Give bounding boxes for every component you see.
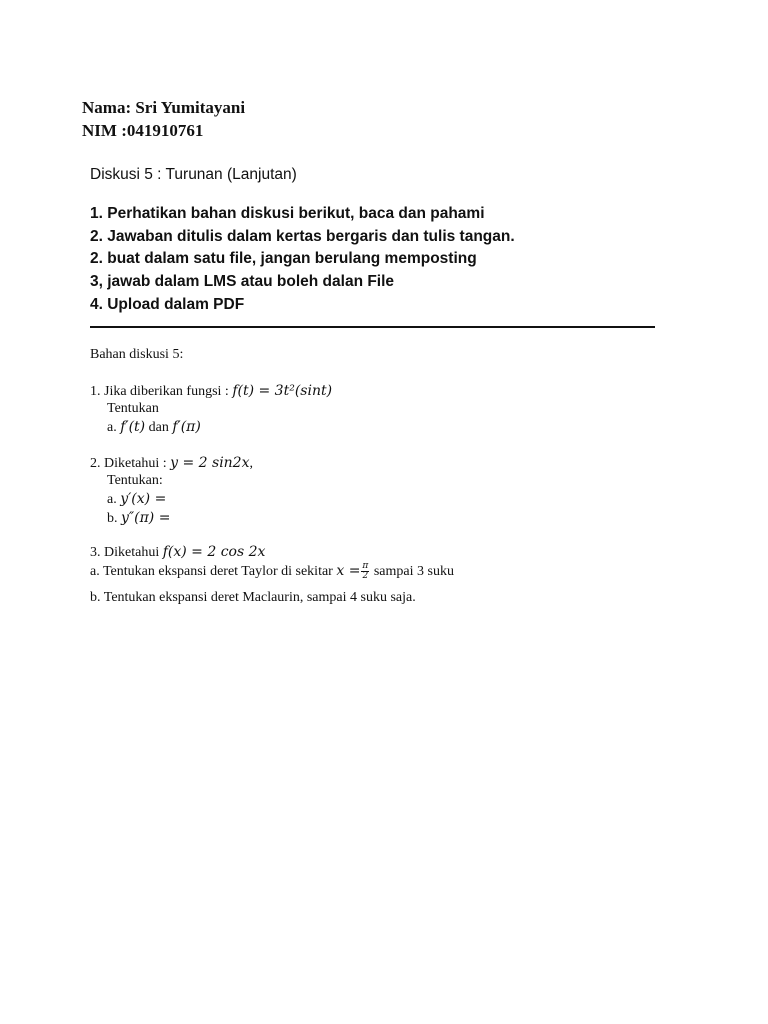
document-title: Diskusi 5 : Turunan (Lanjutan) xyxy=(90,166,297,183)
q1-a-line xyxy=(90,418,201,437)
q1-a-formula1: f′(t) xyxy=(120,419,146,435)
instruction-item: 2. buat dalam satu file, jangan berulang memposting xyxy=(90,250,477,268)
q3-b-line: b. Tentukan ekspansi deret Maclaurin, sampai 4 suku saja. xyxy=(90,590,416,605)
q3-line xyxy=(90,543,265,562)
q3-frac-num: π xyxy=(362,561,369,572)
q1-a-prefix: a. xyxy=(107,420,121,435)
instructions-list xyxy=(90,203,515,316)
q3-fraction xyxy=(361,562,369,581)
q1-line xyxy=(90,382,332,401)
q3-a-formula: x = xyxy=(336,563,361,579)
divider xyxy=(90,326,655,328)
q2-line xyxy=(90,454,253,473)
q3-a-text: a. Tentukan ekspansi deret Taylor di sekitar xyxy=(90,564,337,579)
q2-a-line xyxy=(90,490,166,509)
q2-a-formula: y′(x) = xyxy=(120,491,167,507)
instruction-item: 2. Jawaban ditulis dalam kertas bergaris dan tulis tangan. xyxy=(90,227,515,245)
q1-formula: f(t) = 3t²(sint) xyxy=(232,383,333,399)
q1-task: Tentukan xyxy=(107,401,159,416)
student-name: Nama: Sri Yumitayani xyxy=(82,98,246,117)
q3-intro: 3. Diketahui xyxy=(90,545,163,560)
q2-intro-suffix: , xyxy=(249,456,253,471)
q2-b-formula: y″(π) = xyxy=(121,510,171,526)
q3-a-suffix: sampai 3 suku xyxy=(370,564,454,579)
q2-formula: y = 2 sin2x xyxy=(170,455,250,471)
q2-b-prefix: b. xyxy=(107,511,121,526)
instruction-item: 4. Upload dalam PDF xyxy=(90,295,245,313)
q3-formula: f(x) = 2 cos 2x xyxy=(162,544,266,560)
q1-intro: 1. Jika diberikan fungsi : xyxy=(90,384,233,399)
q1-a-formula2: f′(π) xyxy=(172,419,201,435)
q3-a-line xyxy=(90,562,454,581)
q2-a-prefix: a. xyxy=(107,492,121,507)
material-heading: Bahan diskusi 5: xyxy=(90,347,184,362)
q2-task: Tentukan: xyxy=(107,473,163,488)
q2-b-line xyxy=(90,509,170,528)
instruction-item: 3, jawab dalam LMS atau boleh dalan File xyxy=(90,273,395,291)
q3-frac-den: 2 xyxy=(362,571,369,582)
student-nim: NIM :041910761 xyxy=(82,121,204,140)
instruction-item: 1. Perhatikan bahan diskusi berikut, baca dan pahami xyxy=(90,205,485,222)
q1-a-mid: dan xyxy=(145,420,173,435)
q2-intro: 2. Diketahui : xyxy=(90,456,171,471)
